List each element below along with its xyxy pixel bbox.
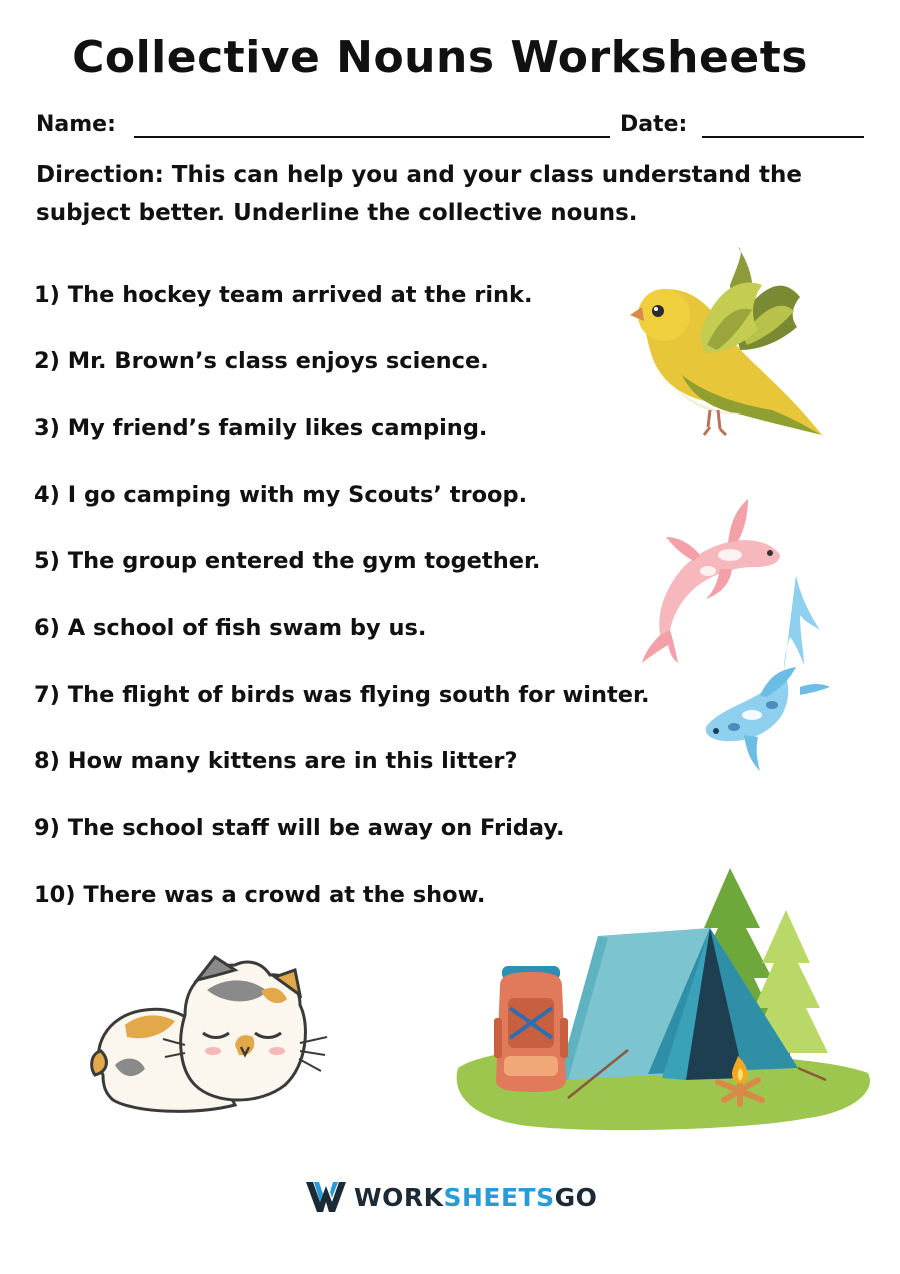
direction-text: Direction: This can help you and your class understand the subject better. Underline the collective nouns. (36, 162, 802, 226)
logo-text-go: GO (554, 1182, 598, 1212)
worksheet-title: Collective Nouns Worksheets (72, 32, 808, 83)
name-date-row (36, 110, 866, 140)
date-label: Date: (620, 112, 688, 137)
question-8: 8) How many kittens are in this litter? (34, 748, 518, 774)
question-10: 10) There was a crowd at the show. (34, 882, 486, 908)
name-label: Name: (36, 112, 116, 137)
logo-text-sheets: SHEETS (443, 1182, 555, 1212)
logo-mark-icon (304, 1180, 348, 1214)
question-4: 4) I go camping with my Scouts’ troop. (34, 482, 528, 508)
blue-fish-illustration (700, 575, 840, 775)
logo-text-work: WORK (354, 1182, 444, 1212)
worksheetsgo-logo (304, 1180, 597, 1214)
question-2: 2) Mr. Brown’s class enjoys science. (34, 348, 489, 374)
question-7: 7) The flight of birds was flying south for winter. (34, 682, 650, 708)
question-5: 5) The group entered the gym together. (34, 548, 541, 574)
sleeping-cat-illustration (85, 955, 330, 1115)
question-3: 3) My friend’s family likes camping. (34, 415, 488, 441)
question-9: 9) The school staff will be away on Friday. (34, 815, 565, 841)
question-6: 6) A school of fish swam by us. (34, 615, 427, 641)
bird-illustration (622, 245, 832, 445)
question-1: 1) The hockey team arrived at the rink. (34, 282, 533, 308)
date-field[interactable] (702, 136, 864, 138)
camping-scene-illustration (448, 868, 878, 1138)
name-field[interactable] (134, 136, 610, 138)
